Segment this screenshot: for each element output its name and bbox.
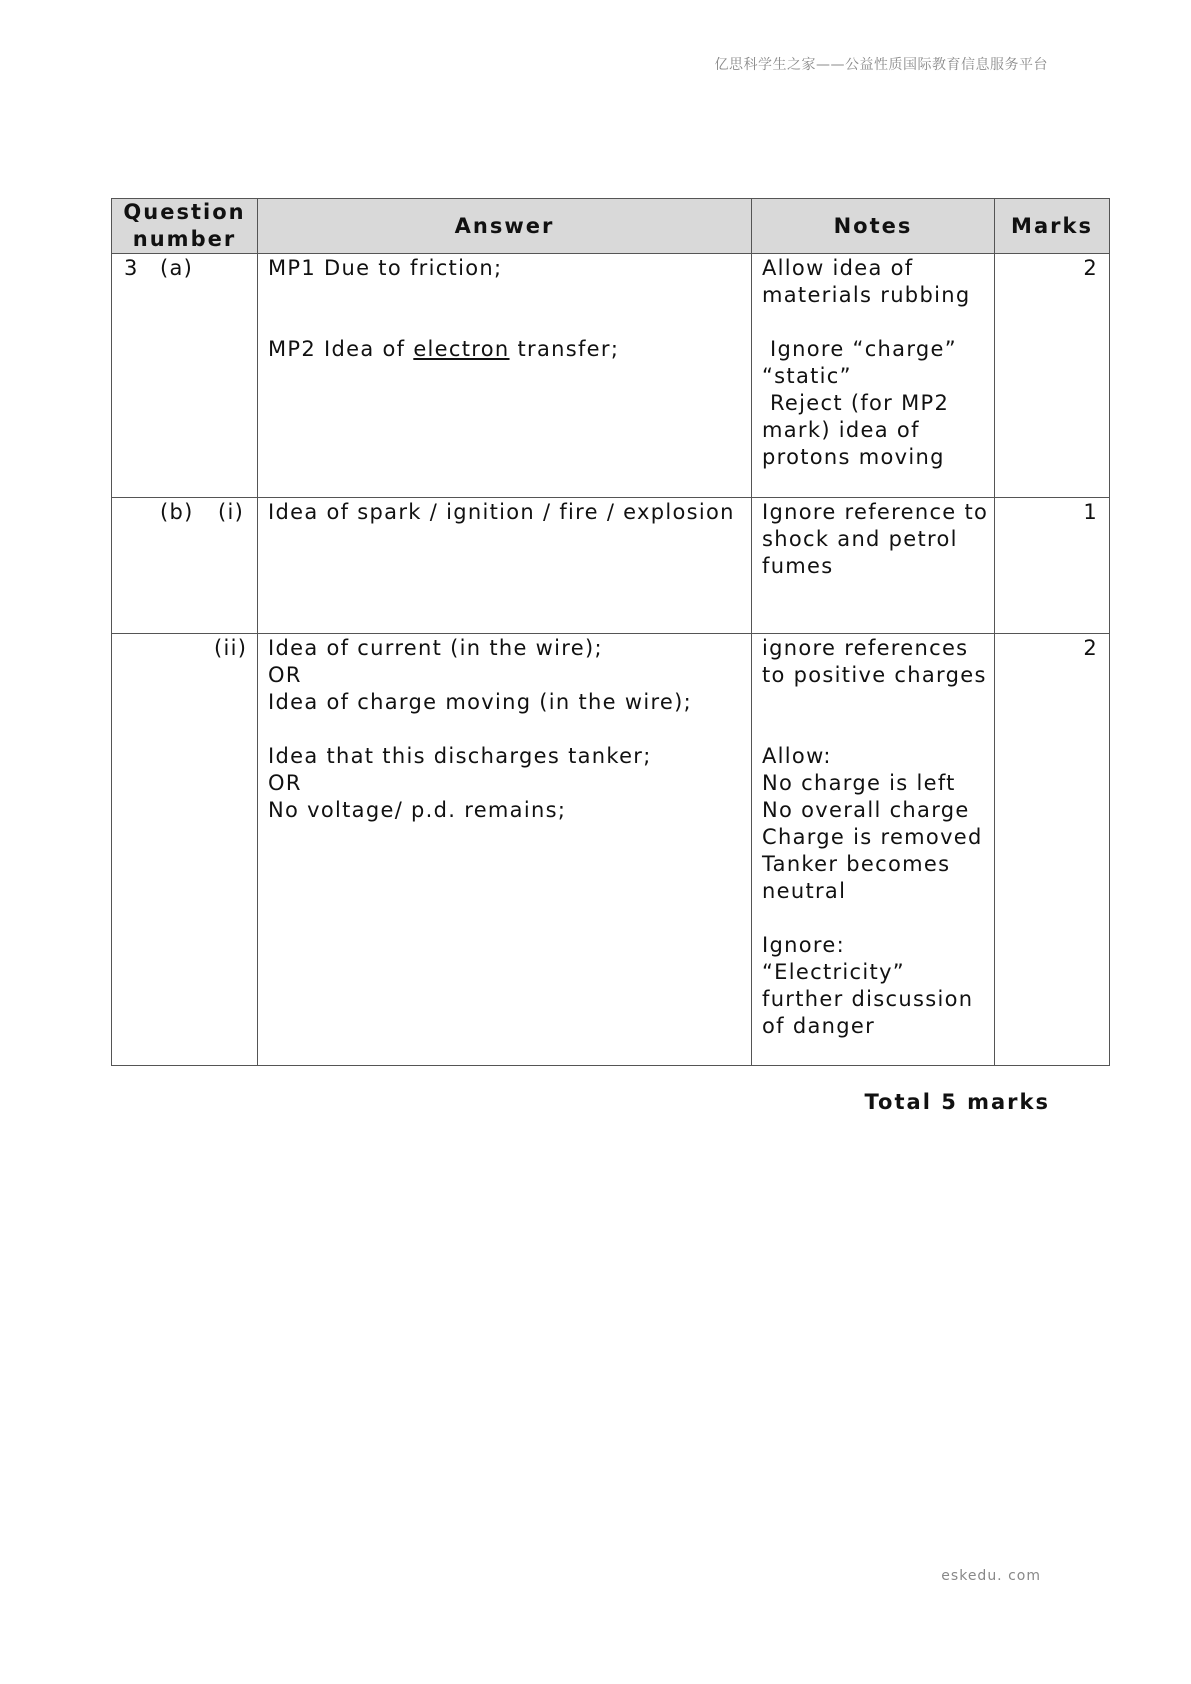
header-question-number: [112, 199, 258, 254]
answer-line: Idea of spark / ignition / fire / explosion: [268, 500, 735, 524]
notes-line: Allow idea of: [762, 256, 914, 280]
notes-line: Ignore:: [762, 933, 845, 957]
page-header: 亿思科学生之家——公益性质国际教育信息服务平台: [714, 57, 1048, 73]
marks-cell: 1: [995, 498, 1110, 634]
notes-line: to positive charges: [762, 663, 987, 687]
notes-line: “Electricity”: [762, 960, 905, 984]
notes-line: of danger: [762, 1014, 876, 1038]
answer-cell: [258, 498, 752, 634]
header-answer: Answer: [258, 199, 752, 254]
table-row: [112, 634, 1110, 1066]
table-header-row: [112, 199, 1110, 254]
answer-line: Idea that this discharges tanker;: [268, 744, 652, 768]
question-cell: [112, 498, 258, 634]
table-row: [112, 254, 1110, 498]
notes-line: Allow:: [762, 744, 832, 768]
header-marks: Marks: [995, 199, 1110, 254]
answer-line: OR: [268, 663, 302, 687]
answer-line: MP1 Due to friction;: [268, 256, 503, 280]
notes-line: “static”: [762, 364, 852, 388]
question-part: (b): [160, 500, 194, 524]
notes-cell: [752, 254, 995, 498]
answer-line: No voltage/ p.d. remains;: [268, 798, 567, 822]
notes-line: shock and petrol: [762, 527, 958, 551]
question-part: (a): [160, 256, 194, 280]
notes-line: protons moving: [762, 445, 945, 469]
question-cell: [112, 254, 258, 498]
answer-cell: [258, 634, 752, 1066]
header-notes: Notes: [752, 199, 995, 254]
question-subpart: (i): [218, 500, 245, 524]
notes-line: materials rubbing: [762, 283, 971, 307]
table-row: [112, 498, 1110, 634]
notes-line: ignore references: [762, 636, 969, 660]
notes-line: Tanker becomes: [762, 852, 951, 876]
notes-line: further discussion: [762, 987, 974, 1011]
answer-line: Idea of charge moving (in the wire);: [268, 690, 693, 714]
header-question-line2: number: [132, 227, 237, 251]
marks-cell: 2: [995, 634, 1110, 1066]
question-cell: [112, 634, 258, 1066]
answer-line: MP2 Idea of electron transfer;: [268, 337, 620, 361]
header-question-line1: Question: [123, 200, 246, 224]
notes-line: Reject (for MP2: [762, 391, 950, 415]
notes-line: No charge is left: [762, 771, 956, 795]
notes-line: neutral: [762, 879, 847, 903]
question-subpart: (ii): [214, 636, 248, 660]
page-footer: eskedu. com: [941, 1568, 1041, 1584]
total-marks: Total 5 marks: [864, 1090, 1050, 1114]
notes-line: mark) idea of: [762, 418, 920, 442]
notes-cell: [752, 498, 995, 634]
notes-line: No overall charge: [762, 798, 970, 822]
notes-line: fumes: [762, 554, 834, 578]
notes-line: Ignore “charge”: [762, 337, 957, 361]
marks-cell: 2: [995, 254, 1110, 498]
answer-line: Idea of current (in the wire);: [268, 636, 603, 660]
underlined-word: electron: [413, 337, 510, 361]
answer-cell: [258, 254, 752, 498]
mark-scheme-table: [111, 198, 1110, 1066]
notes-line: Charge is removed: [762, 825, 983, 849]
notes-cell: [752, 634, 995, 1066]
question-number: 3: [124, 256, 139, 280]
notes-line: Ignore reference to: [762, 500, 989, 524]
answer-line: OR: [268, 771, 302, 795]
